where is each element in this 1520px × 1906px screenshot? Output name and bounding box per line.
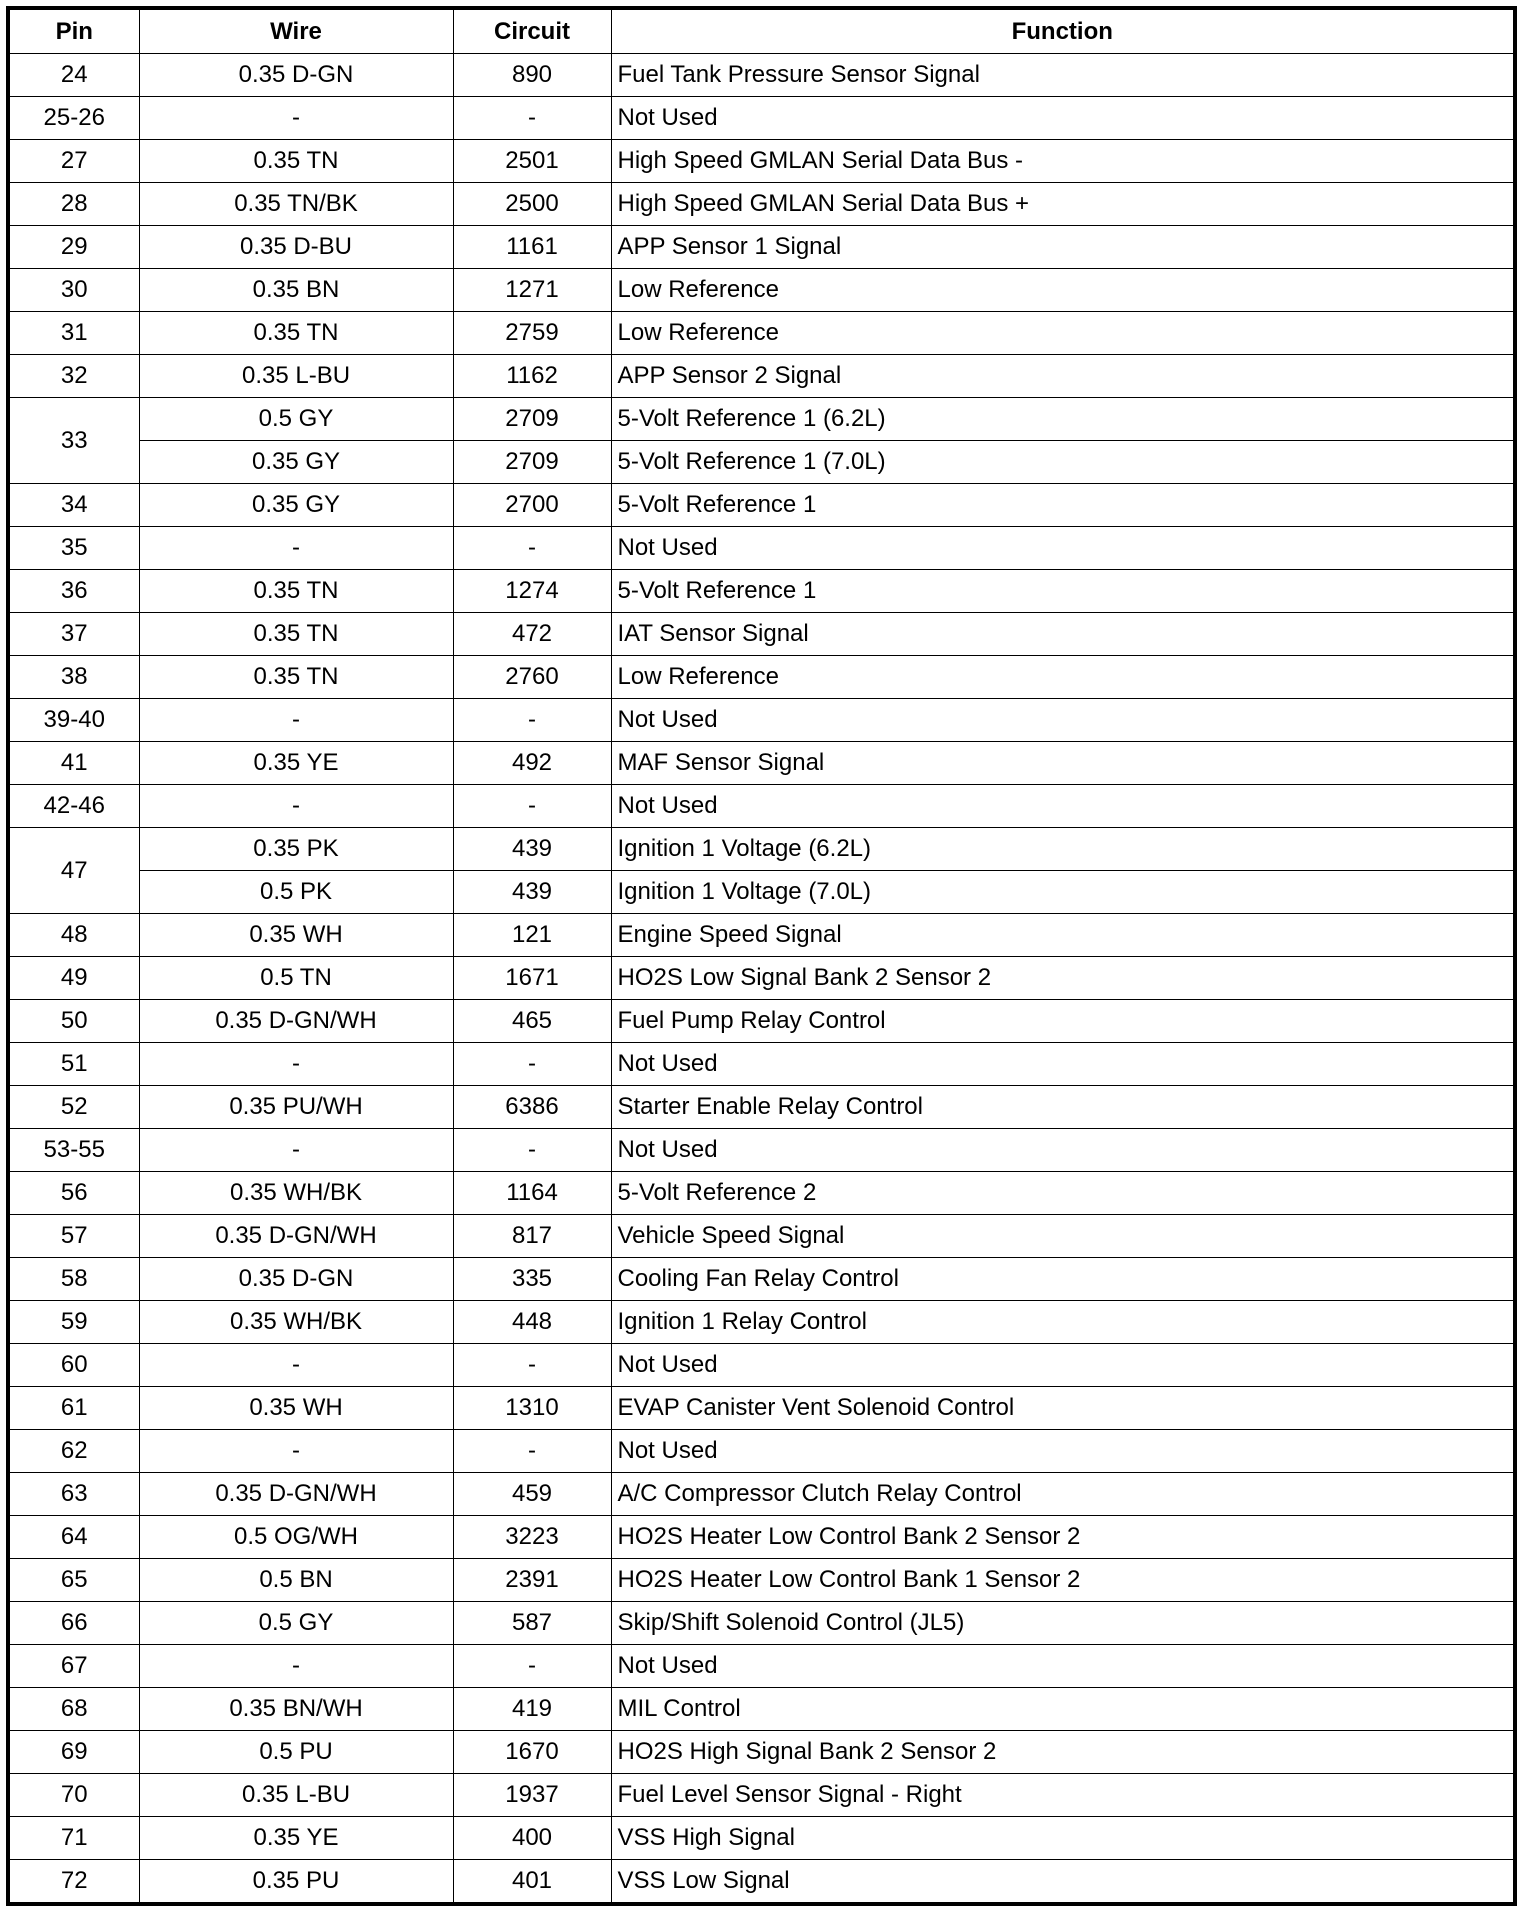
pin-cell: 33 [8,398,139,484]
wire-cell: 0.5 OG/WH [139,1516,453,1559]
wire-cell: - [139,527,453,570]
circuit-cell: 1162 [453,355,611,398]
wire-cell: - [139,1129,453,1172]
circuit-cell: 492 [453,742,611,785]
wire-cell: 0.35 PU/WH [139,1086,453,1129]
wire-cell: 0.35 D-GN [139,54,453,97]
wire-cell: 0.35 D-GN/WH [139,1000,453,1043]
function-cell: MAF Sensor Signal [611,742,1515,785]
circuit-cell: 401 [453,1860,611,1905]
pin-cell: 61 [8,1387,139,1430]
table-row [8,1731,1515,1774]
wire-cell: 0.35 WH/BK [139,1301,453,1344]
table-row [8,1043,1515,1086]
table-row [8,613,1515,656]
function-cell: Low Reference [611,269,1515,312]
pin-cell: 66 [8,1602,139,1645]
function-cell: A/C Compressor Clutch Relay Control [611,1473,1515,1516]
pin-cell: 34 [8,484,139,527]
function-cell: High Speed GMLAN Serial Data Bus + [611,183,1515,226]
pin-cell: 65 [8,1559,139,1602]
function-cell: Not Used [611,1129,1515,1172]
function-cell: Starter Enable Relay Control [611,1086,1515,1129]
table-row [8,1215,1515,1258]
pin-cell: 62 [8,1430,139,1473]
circuit-cell: 6386 [453,1086,611,1129]
table-row [8,957,1515,1000]
table-row [8,1129,1515,1172]
wire-cell: 0.35 WH [139,914,453,957]
pin-cell: 58 [8,1258,139,1301]
pin-cell: 67 [8,1645,139,1688]
wire-cell: 0.35 TN [139,140,453,183]
pin-cell: 69 [8,1731,139,1774]
circuit-cell: 890 [453,54,611,97]
circuit-cell: 2700 [453,484,611,527]
wire-cell: 0.35 BN [139,269,453,312]
circuit-cell: 1671 [453,957,611,1000]
function-cell: HO2S High Signal Bank 2 Sensor 2 [611,1731,1515,1774]
table-row [8,1301,1515,1344]
pin-cell: 32 [8,355,139,398]
function-cell: Engine Speed Signal [611,914,1515,957]
function-cell: VSS Low Signal [611,1860,1515,1905]
pin-cell: 48 [8,914,139,957]
wire-cell: 0.35 TN [139,613,453,656]
wire-cell: 0.35 D-GN/WH [139,1473,453,1516]
function-cell: Cooling Fan Relay Control [611,1258,1515,1301]
circuit-cell: 1271 [453,269,611,312]
function-cell: 5-Volt Reference 2 [611,1172,1515,1215]
function-cell: 5-Volt Reference 1 [611,570,1515,613]
table-row [8,1172,1515,1215]
function-cell: HO2S Low Signal Bank 2 Sensor 2 [611,957,1515,1000]
table-row [8,1258,1515,1301]
circuit-cell: 1670 [453,1731,611,1774]
pin-header: Pin [8,8,139,54]
wire-cell: 0.35 GY [139,441,453,484]
pin-cell: 35 [8,527,139,570]
function-header: Function [611,8,1515,54]
table-row [8,742,1515,785]
pin-cell: 25-26 [8,97,139,140]
table-row [8,140,1515,183]
circuit-cell: 1310 [453,1387,611,1430]
wire-cell: 0.35 PU [139,1860,453,1905]
function-cell: APP Sensor 2 Signal [611,355,1515,398]
function-cell: 5-Volt Reference 1 (6.2L) [611,398,1515,441]
wire-cell: 0.35 D-GN/WH [139,1215,453,1258]
table-row [8,1000,1515,1043]
circuit-cell: 419 [453,1688,611,1731]
pin-cell: 50 [8,1000,139,1043]
circuit-cell: 400 [453,1817,611,1860]
connector-pinout-table [6,6,1517,1906]
circuit-cell: - [453,699,611,742]
circuit-cell: 2709 [453,441,611,484]
function-cell: IAT Sensor Signal [611,613,1515,656]
circuit-cell: 465 [453,1000,611,1043]
table-row [8,441,1515,484]
pin-cell: 41 [8,742,139,785]
table-row [8,1344,1515,1387]
wire-cell: - [139,1430,453,1473]
wire-cell: 0.5 GY [139,1602,453,1645]
function-cell: Ignition 1 Relay Control [611,1301,1515,1344]
pin-cell: 49 [8,957,139,1000]
circuit-cell: - [453,97,611,140]
pin-cell: 56 [8,1172,139,1215]
pin-cell: 27 [8,140,139,183]
circuit-cell: 2760 [453,656,611,699]
table-row [8,871,1515,914]
circuit-cell: 448 [453,1301,611,1344]
pin-cell: 60 [8,1344,139,1387]
table-row [8,1602,1515,1645]
table-row [8,1645,1515,1688]
function-cell: MIL Control [611,1688,1515,1731]
pin-cell: 29 [8,226,139,269]
function-cell: EVAP Canister Vent Solenoid Control [611,1387,1515,1430]
table-row [8,1559,1515,1602]
wire-cell: 0.35 TN [139,656,453,699]
wire-cell: - [139,1043,453,1086]
pin-cell: 70 [8,1774,139,1817]
wire-cell: 0.35 WH/BK [139,1172,453,1215]
wire-cell: 0.35 PK [139,828,453,871]
function-cell: Low Reference [611,312,1515,355]
circuit-cell: 1164 [453,1172,611,1215]
wire-cell: - [139,1344,453,1387]
circuit-cell: 2759 [453,312,611,355]
pin-cell: 36 [8,570,139,613]
table-row [8,828,1515,871]
circuit-cell: 2709 [453,398,611,441]
table-row [8,54,1515,97]
table-row [8,1774,1515,1817]
table-row [8,1387,1515,1430]
table-row [8,785,1515,828]
function-cell: Low Reference [611,656,1515,699]
wire-cell: 0.5 PK [139,871,453,914]
circuit-cell: - [453,1344,611,1387]
table-row [8,699,1515,742]
function-cell: APP Sensor 1 Signal [611,226,1515,269]
wire-cell: 0.5 TN [139,957,453,1000]
function-cell: Fuel Level Sensor Signal - Right [611,1774,1515,1817]
wire-cell: - [139,785,453,828]
function-cell: Vehicle Speed Signal [611,1215,1515,1258]
function-cell: Not Used [611,1344,1515,1387]
pin-cell: 42-46 [8,785,139,828]
pin-cell: 59 [8,1301,139,1344]
circuit-cell: - [453,1430,611,1473]
function-cell: Not Used [611,1430,1515,1473]
wire-cell: - [139,699,453,742]
header-row [8,8,1515,54]
pin-cell: 47 [8,828,139,914]
function-cell: Not Used [611,699,1515,742]
table-row [8,656,1515,699]
table-body [8,54,1515,1905]
table-row [8,1430,1515,1473]
wire-cell: 0.5 GY [139,398,453,441]
circuit-cell: 1274 [453,570,611,613]
table-row [8,1688,1515,1731]
pin-cell: 64 [8,1516,139,1559]
wire-cell: 0.35 D-GN [139,1258,453,1301]
function-cell: Not Used [611,1043,1515,1086]
wire-cell: 0.35 TN/BK [139,183,453,226]
pin-cell: 53-55 [8,1129,139,1172]
circuit-cell: 1161 [453,226,611,269]
pin-cell: 68 [8,1688,139,1731]
pin-cell: 37 [8,613,139,656]
pin-cell: 57 [8,1215,139,1258]
function-cell: HO2S Heater Low Control Bank 1 Sensor 2 [611,1559,1515,1602]
function-cell: Not Used [611,527,1515,570]
circuit-cell: 459 [453,1473,611,1516]
circuit-cell: 121 [453,914,611,957]
function-cell: Fuel Pump Relay Control [611,1000,1515,1043]
circuit-cell: 335 [453,1258,611,1301]
wire-cell: 0.35 L-BU [139,355,453,398]
wire-cell: 0.35 L-BU [139,1774,453,1817]
circuit-cell: - [453,1043,611,1086]
wire-cell: 0.5 BN [139,1559,453,1602]
circuit-cell: 2500 [453,183,611,226]
circuit-cell: - [453,785,611,828]
circuit-cell: 2501 [453,140,611,183]
function-cell: Not Used [611,785,1515,828]
table-row [8,269,1515,312]
pin-cell: 51 [8,1043,139,1086]
wire-cell: 0.35 YE [139,742,453,785]
circuit-cell: 3223 [453,1516,611,1559]
pin-cell: 28 [8,183,139,226]
pin-cell: 24 [8,54,139,97]
table-row [8,355,1515,398]
wire-cell: 0.35 WH [139,1387,453,1430]
wire-cell: 0.35 TN [139,570,453,613]
table-row [8,226,1515,269]
table-row [8,312,1515,355]
wire-cell: - [139,1645,453,1688]
pin-cell: 52 [8,1086,139,1129]
table-row [8,1086,1515,1129]
wire-header: Wire [139,8,453,54]
function-cell: 5-Volt Reference 1 (7.0L) [611,441,1515,484]
wire-cell: 0.5 PU [139,1731,453,1774]
table-row [8,914,1515,957]
function-cell: Not Used [611,97,1515,140]
circuit-cell: 1937 [453,1774,611,1817]
wire-cell: 0.35 D-BU [139,226,453,269]
table-row [8,1473,1515,1516]
circuit-cell: - [453,1129,611,1172]
pin-cell: 63 [8,1473,139,1516]
wire-cell: 0.35 YE [139,1817,453,1860]
circuit-cell: 817 [453,1215,611,1258]
pin-cell: 30 [8,269,139,312]
function-cell: HO2S Heater Low Control Bank 2 Sensor 2 [611,1516,1515,1559]
table-row [8,1860,1515,1905]
circuit-cell: 2391 [453,1559,611,1602]
table-row [8,484,1515,527]
function-cell: Ignition 1 Voltage (6.2L) [611,828,1515,871]
circuit-cell: 439 [453,828,611,871]
circuit-header: Circuit [453,8,611,54]
pin-cell: 71 [8,1817,139,1860]
wire-cell: 0.35 TN [139,312,453,355]
function-cell: 5-Volt Reference 1 [611,484,1515,527]
table-row [8,183,1515,226]
table-row [8,570,1515,613]
wire-cell: 0.35 GY [139,484,453,527]
pin-cell: 31 [8,312,139,355]
table-row [8,1516,1515,1559]
function-cell: Not Used [611,1645,1515,1688]
function-cell: VSS High Signal [611,1817,1515,1860]
function-cell: High Speed GMLAN Serial Data Bus - [611,140,1515,183]
wire-cell: 0.35 BN/WH [139,1688,453,1731]
pin-cell: 72 [8,1860,139,1905]
pin-cell: 39-40 [8,699,139,742]
table-row [8,398,1515,441]
function-cell: Ignition 1 Voltage (7.0L) [611,871,1515,914]
circuit-cell: 472 [453,613,611,656]
function-cell: Fuel Tank Pressure Sensor Signal [611,54,1515,97]
circuit-cell: 587 [453,1602,611,1645]
pin-cell: 38 [8,656,139,699]
wire-cell: - [139,97,453,140]
function-cell: Skip/Shift Solenoid Control (JL5) [611,1602,1515,1645]
table-row [8,1817,1515,1860]
table-row [8,527,1515,570]
circuit-cell: 439 [453,871,611,914]
circuit-cell: - [453,1645,611,1688]
table-row [8,97,1515,140]
circuit-cell: - [453,527,611,570]
